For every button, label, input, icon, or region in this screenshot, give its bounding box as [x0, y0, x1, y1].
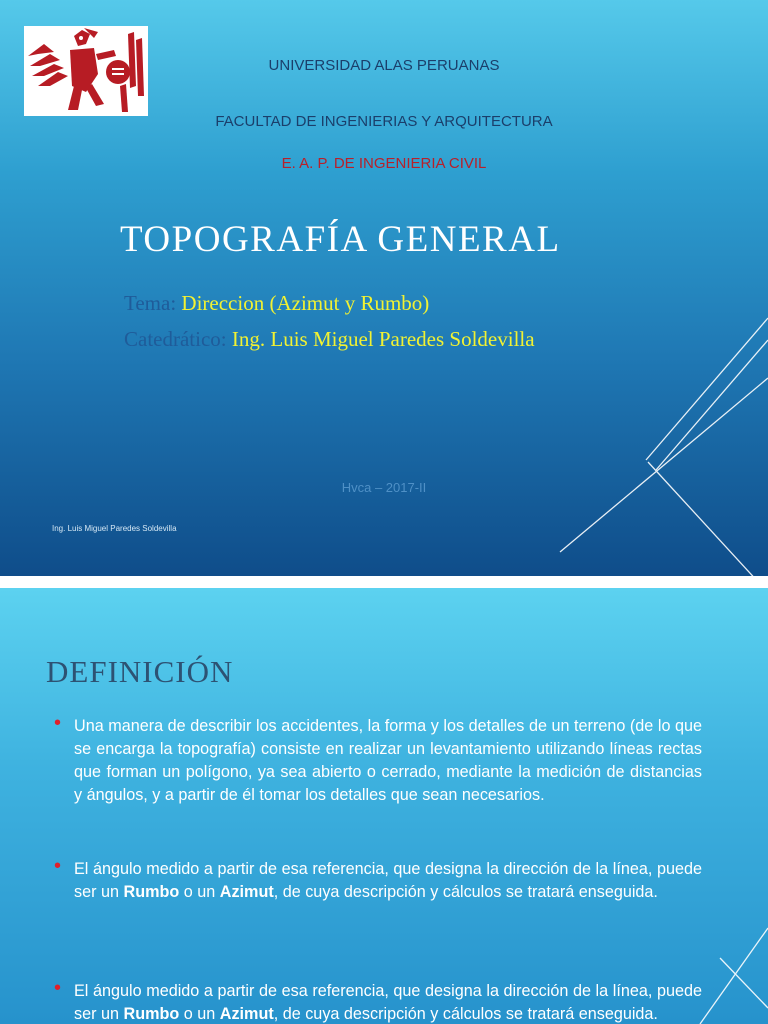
school-name: E. A. P. DE INGENIERIA CIVIL: [281, 155, 487, 172]
rumbo-term: Rumbo: [123, 1005, 180, 1023]
azimut-term: Azimut: [219, 883, 274, 901]
author-footer: Ing. Luis Miguel Paredes Soldevilla: [52, 524, 177, 533]
bullet-item: • Una manera de describir los accidentes, la forma y los detalles de un terreno (de lo que se encarga la topografía) consiste en realizar un levantamiento utilizando líneas rectas que forman un polígono, ya sea abierto o cerrado, mediante la medición de distancias y ángulos, y a partir de él tomar los detalles que sean necesarios.: [74, 715, 702, 807]
university-name: UNIVERSIDAD ALAS PERUANAS: [268, 57, 500, 74]
rumbo-term: Rumbo: [123, 883, 180, 901]
topic-value: Direccion (Azimut y Rumbo): [181, 291, 430, 315]
bullet-text: El ángulo medido a partir de esa referencia, que designa la dirección de la línea, puede ser un: [74, 860, 702, 901]
bullet-text: , de cuya descripción y cálculos se tratará enseguida.: [273, 883, 658, 901]
definition-slide: [0, 588, 768, 1024]
bullet-text: o un: [179, 1005, 220, 1023]
azimut-term: Azimut: [219, 1005, 274, 1023]
bullet-text: , de cuya descripción y cálculos se tratará enseguida.: [273, 1005, 658, 1023]
faculty-name: FACULTAD DE INGENIERIAS Y ARQUITECTURA: [215, 113, 553, 130]
definition-heading: DEFINICIÓN: [46, 654, 234, 689]
decorative-lines-bottom: [0, 588, 768, 1024]
course-title: TOPOGRAFÍA GENERAL: [120, 219, 561, 260]
instructor-value: Ing. Luis Miguel Paredes Soldevilla: [231, 327, 535, 351]
instructor-label: Catedrático:: [124, 327, 227, 351]
topic-label: Tema:: [124, 291, 177, 315]
place-date: Hvca – 2017-II: [341, 480, 427, 495]
bullet-text: o un: [179, 883, 220, 901]
bullet-text: El ángulo medido a partir de esa referencia, que designa la dirección de la línea, puede ser un: [74, 982, 702, 1023]
